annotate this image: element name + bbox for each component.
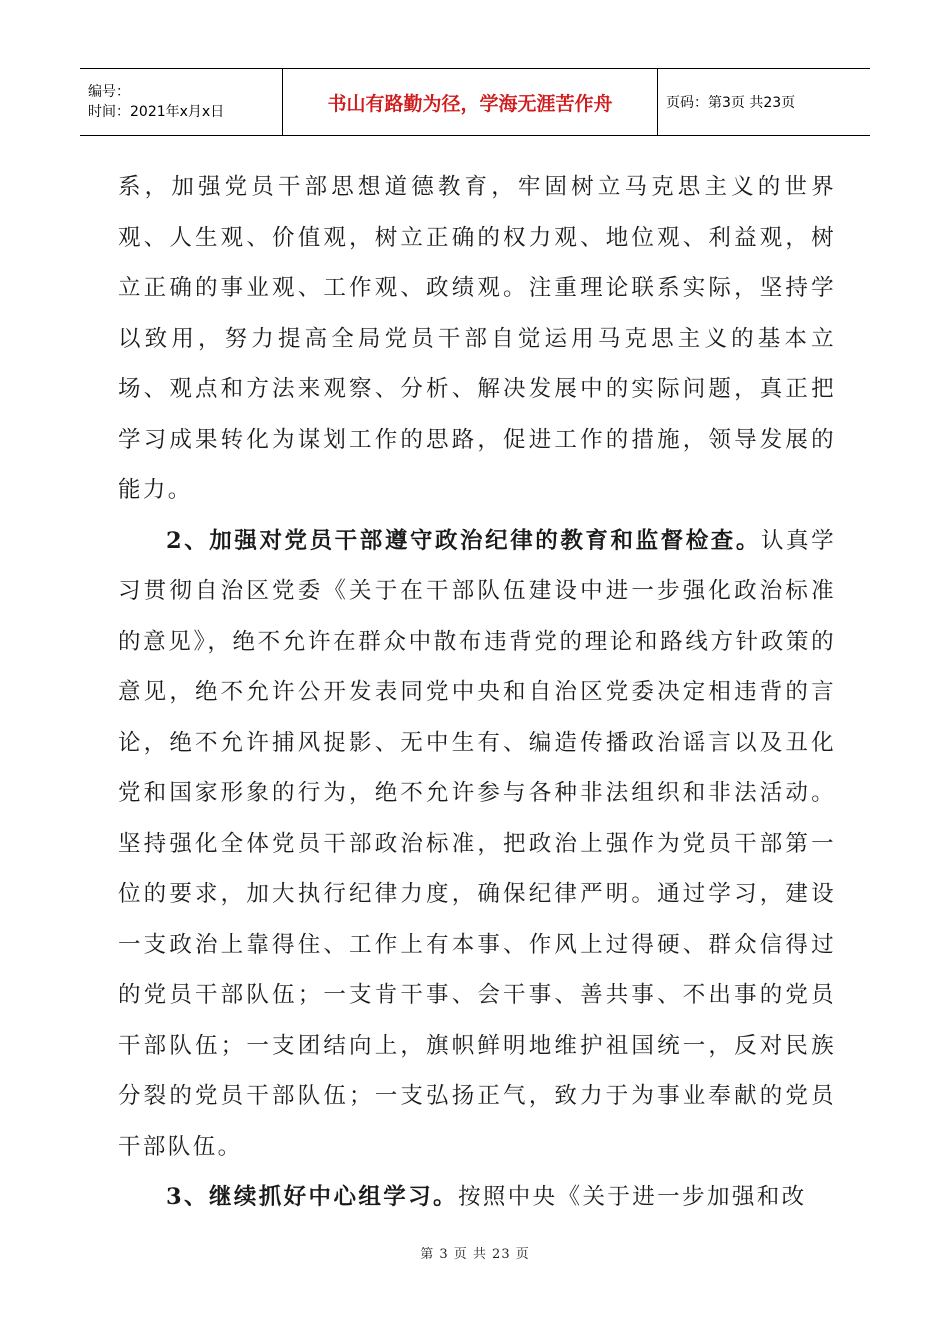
header-meta [80, 69, 283, 136]
paragraph-3-text: 按照中央《关于进一步加强和改 [457, 1184, 807, 1210]
document-time: 时间：2021年x月x日 [88, 104, 225, 120]
document-header [80, 68, 870, 136]
header-page-code: 页码：第3页 共23页 [658, 69, 871, 136]
paragraph-3-heading: 3、继续抓好中心组学习。 [166, 1184, 458, 1210]
document-body [118, 162, 836, 1223]
paragraph-2-heading: 2、加强对党员干部遵守政治纪律的教育和监督检查。 [166, 527, 761, 554]
document-number: 编号： [88, 84, 130, 100]
paragraph-continued: 系，加强党员干部思想道德教育，牢固树立马克思主义的世界观、人生观、价值观，树立正确的权力观、地位观、利益观，树立正确的事业观、工作观、政绩观。注重理论联系实际，坚持学以致用，努力提高全局党员干部自觉运用马克思主义的基本立场、观点和方法来观察、分析、解决发展中的实际问题，真正把学习成果转化为谋划工作的思路，促进工作的措施，领导发展的能力。 [118, 174, 836, 503]
page-footer: 第 3 页 共 23 页 [420, 1247, 530, 1262]
paragraph-2 [118, 516, 836, 1173]
paragraph-2-text: 认真学习贯彻自治区党委《关于在干部队伍建设中进一步强化政治标准的意见》，绝不允许在群众中散布违背党的理论和路线方针政策的意见，绝不允许公开发表同党中央和自治区党委决定相违背的言论，绝不允许捕风捉影、无中生有、编造传播政治谣言以及丑化党和国家形象的行为，绝不允许参与各种非法组织和非法活动。坚持强化全体党员干部政治标准，把政治上强作为党员干部第一位的要求，加大执行纪律力度，确保纪律严明。通过学习，建设一支政治上靠得住、工作上有本事、作风上过得硬、群众信得过的党员干部队伍；一支肯干事、会干事、善共事、不出事的党员干部队伍；一支团结向上，旗帜鲜明地维护祖国统一，反对民族分裂的党员干部队伍；一支弘扬正气，致力于为事业奉献的党员干部队伍。 [118, 527, 837, 1160]
paragraph-3 [118, 1172, 836, 1223]
header-motto: 书山有路勤为径，学海无涯苦作舟 [283, 69, 658, 136]
